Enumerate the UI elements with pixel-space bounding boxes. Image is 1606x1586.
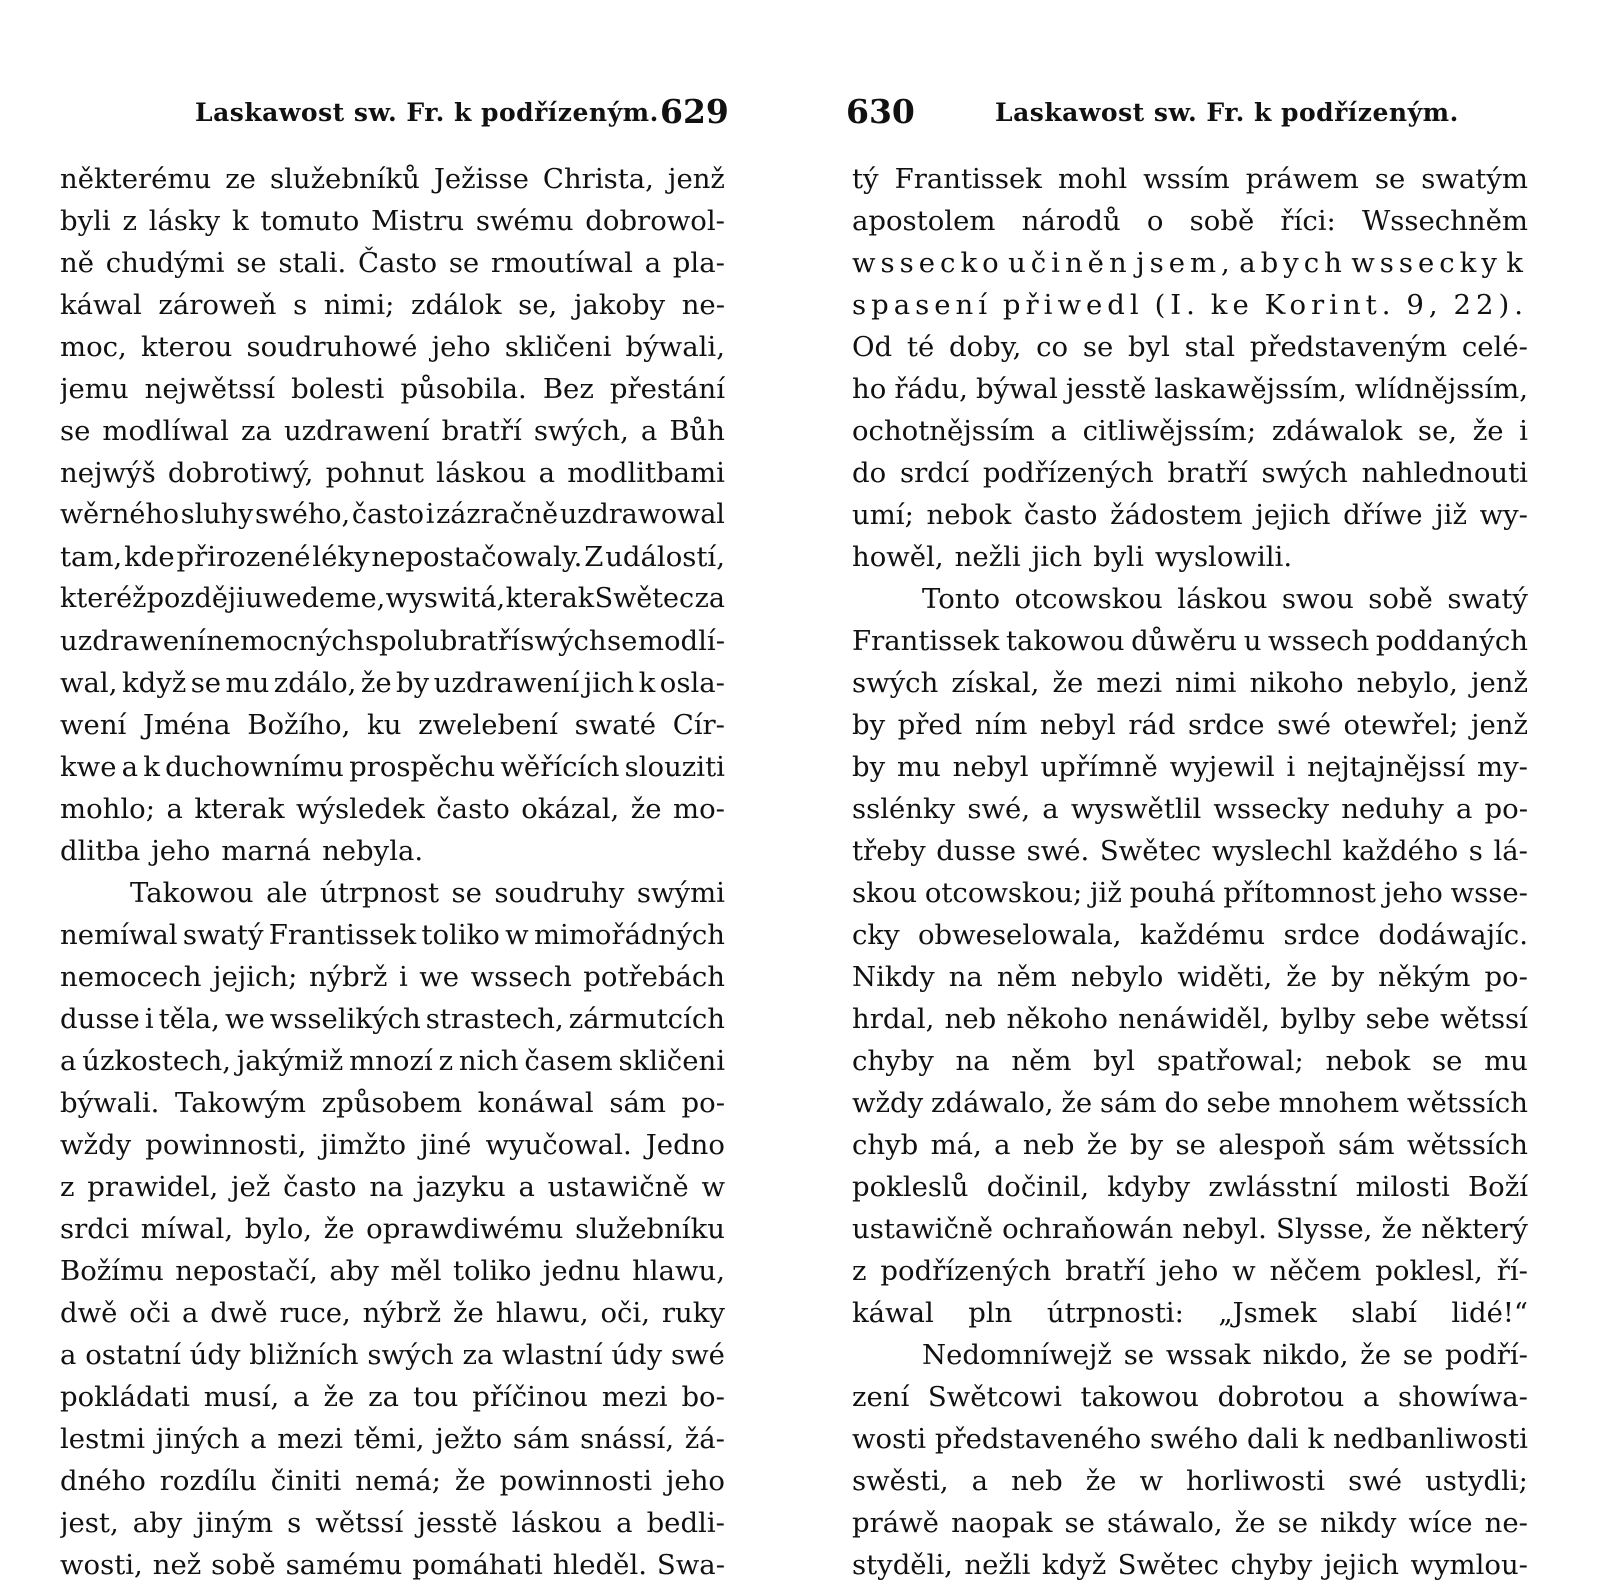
right-text-line: howěl, nežli jich byli wyslowili. — [852, 541, 1293, 573]
right-text-line: swých získal, že mezi nimi nikoho nebylo, jenž — [852, 667, 1528, 699]
right-text-line: spasení přiwedl (I. ke Korint. 9, 22). — [852, 289, 1528, 321]
left-text-line: uzdrawení nemocných spolubratří swých se modlí- — [60, 625, 725, 657]
right-text-line: Frantissek takowou důwěru u wssech poddaných — [852, 625, 1528, 657]
left-text-line: a ostatní údy bližních swých za wlastní údy swé — [60, 1339, 725, 1371]
left-text-line: moc, kterou soudruhowé jeho skličeni býwali, — [60, 331, 725, 363]
right-text-line: apostolem národů o sobě říci: Wssechněm — [852, 205, 1528, 237]
right-text-line: do srdcí podřízených bratří swých nahlednouti — [852, 457, 1528, 489]
right-text-line: skou otcowskou; již pouhá přítomnost jeho wsse- — [852, 877, 1528, 909]
left-text-line: se modlíwal za uzdrawení bratří swých, a Bůh — [60, 415, 725, 447]
right-text-line: wssecko učiněn jsem, abych wssecky k — [852, 247, 1528, 279]
left-page — [0, 0, 780, 1581]
left-text-line: srdci míwal, bylo, že oprawdiwému služebníku — [60, 1213, 725, 1245]
left-text-line: jest, aby jiným s wětssí jesstě láskou a bedli- — [60, 1507, 725, 1539]
right-text-line: pokleslů dočinil, kdyby zwlásstní milosti Boží — [852, 1171, 1528, 1203]
left-text-line: nejwýš dobrotiwý, pohnut láskou a modlitbami — [60, 457, 725, 489]
left-text-line: z prawidel, jež často na jazyku a ustawičně w — [60, 1171, 725, 1203]
left-body-text — [60, 158, 725, 1586]
right-text-line: tý Frantissek mohl wssím práwem se swatým — [852, 163, 1528, 195]
left-text-line: některému ze služebníků Ježisse Christa, jenž — [60, 163, 725, 195]
right-text-line: zení Swětcowi takowou dobrotou a showíwa- — [852, 1381, 1528, 1413]
left-text-line: dwě oči a dwě ruce, nýbrž že hlawu, oči, ruky — [60, 1297, 725, 1329]
right-text-line: wosti představeného swého dali k nedbanliwosti — [852, 1423, 1528, 1455]
right-text-line: chyby na něm byl spatřowal; nebok se mu — [852, 1045, 1528, 1077]
left-text-line: byli z lásky k tomuto Mistru swému dobrowol- — [60, 205, 725, 237]
right-text-line: třeby dusse swé. Swětec wyslechl každého s lá- — [852, 835, 1528, 867]
left-text-line: nemíwal swatý Frantissek toliko w mimořádných — [60, 919, 725, 951]
right-text-line: hrdal, neb někoho nenáwiděl, bylby sebe wětssí — [852, 1003, 1528, 1035]
right-text-line: by před ním nebyl rád srdce swé otewřel; jenž — [852, 709, 1528, 741]
right-text-line: Od té doby, co se byl stal představeným celé- — [852, 331, 1528, 363]
left-text-line: wosti, než sobě samému pomáhati hleděl. Swa- — [60, 1549, 725, 1581]
left-text-line: tam, kde přirozené léky nepostačowaly. Z událostí, — [60, 541, 725, 573]
right-text-line: styděli, nežli když Swětec chyby jejich wymlou- — [852, 1549, 1528, 1581]
left-text-line: nemocech jejich; nýbrž i we wssech potřebách — [60, 961, 725, 993]
left-text-line: kteréž později uwedeme, wyswitá, kterak Swětec za — [60, 583, 725, 614]
left-text-line: jemu nejwětssí bolesti působila. Bez přestání — [60, 373, 725, 405]
left-running-title: Laskawost sw. Fr. k podřízeným. — [195, 98, 659, 127]
right-text-line: káwal pln útrpnosti: „Jsmek slabí lidé!“ — [852, 1297, 1528, 1329]
left-text-line: wěrného sluhy swého, často i zázračně uzdrawowal — [60, 499, 725, 530]
right-page-number: 630 — [846, 92, 915, 131]
left-page-number: 629 — [660, 92, 729, 131]
right-text-line: cky obweselowala, každému srdce dodáwajíc. — [852, 919, 1528, 951]
right-text-line: chyb má, a neb že by se alespoň sám wětssích — [852, 1129, 1528, 1161]
right-text-line: ho řádu, býwal jesstě laskawějssím, wlídnějssím, — [852, 373, 1528, 405]
left-text-line: dlitba jeho marná nebyla. — [60, 835, 424, 867]
right-text-line: Nedomníwejž se wssak nikdo, že se podří- — [922, 1339, 1528, 1371]
right-running-head — [810, 92, 1606, 142]
left-text-line: wždy powinnosti, jimžto jiné wyučowal. Jedno — [60, 1129, 725, 1161]
left-text-line: dusse i těla, we wsselikých strastech, zármutcích — [60, 1003, 725, 1035]
right-text-line: umí; nebok často žádostem jejich dříwe již wy- — [852, 499, 1528, 531]
right-text-line: ustawičně ochraňowán nebyl. Slysse, že některý — [852, 1213, 1528, 1245]
left-text-line: dného rozdílu činiti nemá; že powinnosti jeho — [60, 1465, 725, 1497]
left-text-line: býwali. Takowým způsobem konáwal sám po- — [60, 1087, 725, 1119]
right-text-line: práwě naopak se stáwalo, že se nikdy wíce ne- — [852, 1507, 1528, 1539]
left-text-line: ně chudými se stali. Často se rmoutíwal a pla- — [60, 247, 725, 279]
right-page — [810, 0, 1606, 1581]
right-text-line: z podřízených bratří jeho w něčem poklesl, ří- — [852, 1255, 1528, 1287]
left-text-line: wení Jména Božího, ku zwelebení swaté Cír- — [60, 709, 725, 741]
right-text-line: wždy zdáwalo, že sám do sebe mnohem wětssích — [852, 1087, 1528, 1119]
right-text-line: Tonto otcowskou láskou swou sobě swatý — [922, 583, 1528, 615]
left-text-line: wal, když se mu zdálo, že by uzdrawení jich k osla- — [60, 667, 725, 699]
right-text-line: ochotnějssím a citliwějssím; zdáwalok se, že i — [852, 415, 1528, 447]
right-text-line: sslénky swé, a wyswětlil wssecky neduhy a po- — [852, 793, 1528, 825]
left-text-line: lestmi jiných a mezi těmi, ježto sám snássí, žá- — [60, 1423, 725, 1455]
left-text-line: mohlo; a kterak wýsledek často okázal, že mo- — [60, 793, 725, 825]
left-text-line: kwe a k duchownímu prospěchu wěřících slouziti — [60, 751, 725, 783]
left-text-line: Božímu nepostačí, aby měl toliko jednu hlawu, — [60, 1255, 725, 1287]
left-running-head — [0, 92, 780, 142]
right-text-line: Nikdy na něm nebylo widěti, že by někým po- — [852, 961, 1528, 993]
right-text-line: by mu nebyl upřímně wyjewil i nejtajnějssí my- — [852, 751, 1528, 783]
right-body-text — [852, 158, 1528, 1586]
left-text-line: Takowou ale útrpnost se soudruhy swými — [130, 877, 725, 909]
left-text-line: káwal zároweň s nimi; zdálok se, jakoby ne- — [60, 289, 725, 321]
right-text-line: swěsti, a neb že w horliwosti swé ustydli; — [852, 1465, 1528, 1497]
left-text-line: pokládati musí, a že za tou příčinou mezi bo- — [60, 1381, 725, 1413]
left-text-line: a úzkostech, jakýmiž mnozí z nich časem skličeni — [60, 1045, 725, 1077]
right-running-title: Laskawost sw. Fr. k podřízeným. — [995, 98, 1459, 127]
